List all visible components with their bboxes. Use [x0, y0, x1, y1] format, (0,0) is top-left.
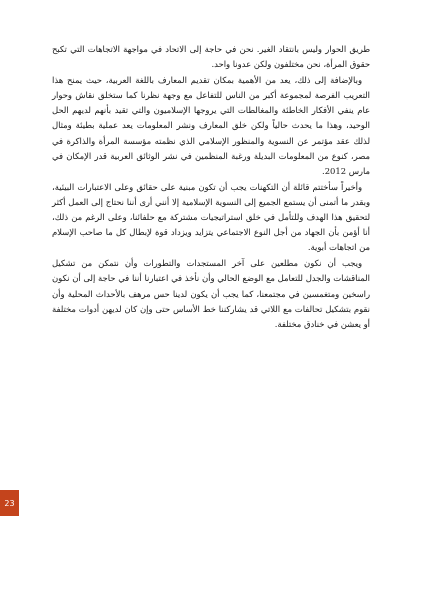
- body-text: [52, 42, 370, 333]
- page-number-badge: 23: [0, 490, 19, 516]
- paragraph-2: وبالإضافة إلى ذلك، يعد من الأهمية بمكان تقديم المعارف باللغة العربية، حيث يمنح هذا التعريب الفرصة لمجموعة أكبر من الناس للتفاعل مع وجهة نظرنا كما ستخلق نقاش وحوار عام ينفي الأفكار الخاطئة والمغالطات التي يروجها الإسلاميون والتي تقيد بأنهم لديهم الحل الوحيد، وهذا ما يحدث حالياً ولكن خلق المعارف ونشر المعلومات يعد عملية بطيئة ومثال لذلك عقد مؤتمر عن النسوية والمنظور الإسلامي الذي نظمته مؤسسة المرأة والذاكرة في مصر، كنوع من المعلومات البديلة ورغبة المنظمين في نشر الوثائق العربية قدر الإمكان في مارس 2012.: [52, 75, 370, 176]
- paragraph-1: طريق الحوار وليس بانتقاد الغير. نحن في حاجة إلى الاتحاد في مواجهة الاتجاهات التي تكبح حقوق المرأة، نحن مختلفون ولكن عدونا واحد.: [52, 44, 370, 70]
- paragraph-3: وأخيراً سأختتم قائلة أن التكهنات يجب أن تكون مبنية على حقائق وعلى الاعتبارات البيئية، وبقدر ما أتمنى أن يستمع الجميع إلى النسوية الإسلامية إلا أنني أرى أننا نحتاج إلى العمل أكثر لتحقيق هذا الهدف وللتأمل في خلق استراتيجيات مشتركة مع حلفائنا، وعلى الرغم من ذلك، أنا أؤمن بأن الجهاد من أجل النوع الاجتماعي يتزايد ويزداد قوة لإبطال كل ما صاحب الإسلام من اتجاهات أبوية.: [52, 181, 370, 253]
- paragraph-4: ويجب أن نكون مطلعين على آخر المستجدات والتطورات وأن نتمكن من تشكيل المناقشات والجدل للتعامل مع الوضع الحالي وأن نأخذ في اعتبارنا أننا في حاجة إلى أن نكون راسخين ومتغمسين في مجتمعنا، كما يجب أن يكون لدينا حس مرهف بالأحداث المحلية وأن نقوم بتشكيل تحالفات مع اللاتي قد يشاركننا خط الأساس حتى وإن كان لديهن أدوات مختلفة أو يعشن في خنادق مختلفة.: [52, 258, 370, 329]
